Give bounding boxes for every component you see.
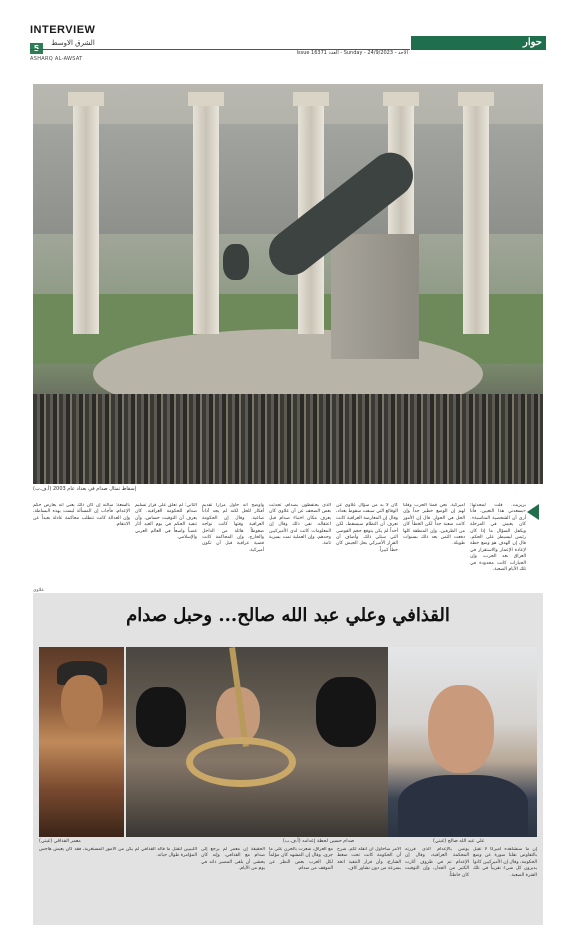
photo-saddam-execution	[126, 647, 396, 837]
feature-column-1: إن ما سنشاهده أميركا لا تقبل بالتفاوض نقلنا صورة عن وضع الحكومة، وقال إن الأميركيين كانوا يديرون كل شيء تقريباً في تلك الفترة الصعبة.	[473, 847, 537, 878]
section-label-ar: حوار	[411, 36, 546, 50]
feature-column-4: مع العراق، شعرت بالحزن على ما جرى، وقال إن المشهد كان مؤلماً لكل العرب بغض النظر عن الموقف من صدام.	[269, 847, 333, 872]
article-column-3: كان لا بد من سؤال علاوي عن الوقائع التي سبقت سقوط بغداد، وقال إن المعارضة العراقية كانت تعرف أن النظام سيسقط، لكن أحداً لم يكن يتوقع حجم الفوضى التي ستلي ذلك. وأضاف أن القرار الأميركي بحل الجيش كان خطأً كبيراً.	[336, 503, 398, 553]
article-column-4: الذي يحتفظون بصدام، تحدثت بعض الصحف عن أن علاوي كان يعرف مكان اختباء صدام قبل اعتقاله. نفى ذلك وقال إن المعلومات كانت لدى الأميركيين وحدهم، وإن العملية تمت بسرية تامة.	[269, 503, 331, 547]
feature-box	[33, 593, 543, 925]
feature-title: القذافي وعلي عبد الله صالح... وحبل صدام	[126, 605, 450, 626]
main-photo-statue-toppling	[33, 84, 543, 484]
article-column-2: أميركية. نحن قمنا الحرب وقلنا لهم إن الوضع خطير جداً وإن الحل في الحوار. قال إن الأمور كانت صعبة جداً لكن الخطأ كان من الطرفين، وإن المنطقة كلها دفعت الثمن بعد ذلك بسنوات طويلة.	[403, 503, 465, 547]
article-column-7: بالسعة: سألته إن كان ذلك يعني أنه يعارض حكم الإعدام، فأجاب إن المسألة ليست بهذه البساطة، وإن العدالة كانت تتطلب محاكمة عادلة بعيداً عن الانتقام.	[33, 503, 130, 528]
continue-arrow-icon	[527, 504, 539, 520]
newspaper-name-en: ASHARQ AL-AWSAT	[30, 56, 83, 62]
issue-date-line: الأحد - 24/9/2023 - Sunday - العدد 16371 Issue	[296, 50, 408, 56]
newspaper-logo: الشرق الاوسط	[51, 39, 95, 47]
statue-pedestal	[331, 234, 419, 359]
main-photo-caption: إسقاط تمثال صدام في بغداد عام 2003 (أ.ف.ب)	[33, 486, 136, 492]
caption-gaddafi: معمر القذافي (غيتي)	[39, 839, 81, 844]
article-column-5: وأوضح أنه حاول مراراً تقديم أفكار للحل لكنه لم يجد آذاناً صاغية. وقال إن الحكومة العراقية وقتها كانت تواجه ضغوطاً هائلة من الداخل والخارج، وإن المحاكمة كانت قضية عراقية قبل أن تكون أميركية.	[202, 503, 264, 553]
masthead-left	[30, 24, 100, 62]
caption-saleh: علي عبد الله صالح (غيتي)	[433, 839, 485, 844]
feature-column-3: الأمر سأحاول أن أنقله لكم. شرح أن الحكومة كانت تحت ضغط الشارع، وأن قرار التنفيذ اتخذ بسرعة من دون تشاور كاف.	[337, 847, 401, 872]
article-column-6: الثاني: لم تعلق على قرار تسليم صدام للحكومة العراقية. كان يعرف أن التوقيت حساس، وأن تنفيذ الحكم في يوم العيد أثار غضباً واسعاً في العالم العربي والإسلامي.	[135, 503, 197, 541]
photo-ali-abdullah-saleh	[388, 647, 537, 837]
feature-column-6: الليبيين لتقتل ما قاله القذافي لم يكن من الأمور المستغربة، فقد كان يعيش هاجس المؤامرة طوال حياته.	[39, 847, 197, 859]
crowd	[33, 394, 543, 484]
photo-gaddafi	[39, 647, 124, 837]
article-column-1: بريزيت. قلت لمحدثها: «يسعدني هذا التعيين، فأنا أرى أن الشخصية المناسبة». كان يعيش في المرحلة ويكفل السؤال ما إذا كان رئيس ليسيطر على الحكم. قال إن الهدف هو وضع خطة لإعادة الإعمار والاستقرار في العراق بعد الحرب، وإن الخيارات كانت محدودة في تلك الأيام الصعبة.	[470, 503, 526, 573]
feature-column-2: يونس بالإعدام الذي قررته المحكمة العراقية، وقال إن الإعدام تم في ظروف أثارت الكثير من الجدل، وإن التوقيت كان خاطئاً.	[405, 847, 469, 878]
article-end-mark: علاوي	[33, 588, 45, 593]
section-label-en: INTERVIEW	[30, 24, 96, 36]
caption-saddam: صدام حسين لحظة إعدامه (أ.ف.ب)	[283, 839, 355, 844]
feature-column-5: الحقيقة إن معمر لم يرجع إلى صدام مع القذافي، وإنه كان يخشى أن يلقى المصير ذاته في يوم من الأيام.	[201, 847, 265, 872]
page-header	[0, 0, 576, 62]
